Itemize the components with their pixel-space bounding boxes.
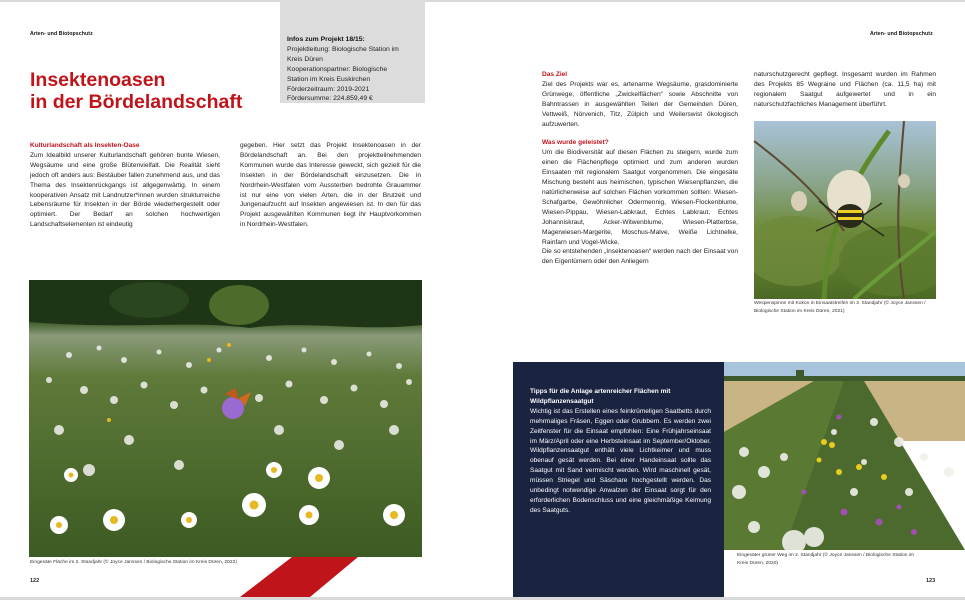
- title-line-2: in der Bördelandschaft: [30, 91, 243, 113]
- left-column-2: [240, 141, 421, 230]
- spider-photo-caption: Wespenspinne mit Kokon in Einsaatstreifen im 3. Standjahr (© Joyce Janssen / Biologische Station im Kreis Düren, 2021): [754, 301, 926, 315]
- page-number-left: 122: [30, 578, 40, 584]
- infobox-line: Projektleitung: Biologische Station im: [287, 45, 399, 53]
- tips-heading: Tipps für die Anlage artenreicher Flächen mit Wildpflanzensaatgut: [530, 388, 671, 405]
- page-gutter: [422, 0, 425, 103]
- left-column-1: [30, 141, 220, 230]
- section-heading: Was wurde geleistet?: [542, 139, 609, 147]
- body-text: gegeben. Hier setzt das Projekt Insektenoasen in der Bördelandschaft an. Bei den projektteilnehmenden Kommunen wurde das Interesse geweckt, sich gezielt für die Insekten in der Bördelandschaft einzusetzen. Die in Nordrhein-Westfalen vom Aussterben bedrohte Grauammer ist nur eine von vielen Arten, die in der Brutzeit und Jungenaufzucht auf Insekten angewiesen ist. In den für das Projekt ausgewählten Kommunen liegt ihr Hauptvorkommen in Nordrhein-Westfalen.: [240, 142, 421, 229]
- tips-box: [513, 362, 724, 597]
- title-line-1: Insektenoasen: [30, 69, 166, 91]
- body-text: Zum Idealbild unserer Kulturlandschaft gehören bunte Wiesen, Wegsäume und eine große Blütenvielfalt. Die Realität sieht jedoch oft anders aus: Bestäuber fallen zunehmend aus, und das Thema des Insektenrückgangs ist allgegenwärtig. In einem kooperativen Ansatz mit Landnutzer*innen wurden strukturreiche Lebensräume für Insekten in der Börde wiederhergestellt oder optimiert. Der Bedarf an solchen hochwertigen Landschaftselementen ist eindeutig: [30, 151, 220, 229]
- section-heading: Das Ziel: [542, 71, 568, 78]
- meadow-photo-caption: Eingesäte Fläche im 2. Standjahr (© Joyce Janssen / Biologische Station im Kreis Düren, 2022): [30, 560, 237, 565]
- section-tag-left: Arten- und Biotopschutz: [30, 31, 93, 37]
- infobox-line: Kreis Düren: [287, 55, 323, 63]
- infobox-heading: Infos zum Projekt 18/15:: [287, 36, 365, 43]
- body-text: Um die Biodiversität auf diesen Flächen zu steigern, wurde zum einen die Flächenpflege optimiert und zum anderen wurden Einsaaten mit regionalem Saatgut vorgenommen. Die eingesäte Mischung besteht aus heimischen, typischen Wiesenpflanzen, die natürlicherweise auf solchen Flächen vorkommen sollten: Wiesen-Schafgarbe, Gewöhnlicher Odermennig, Wiesen-Flockenblume, Wiesen-Pippau, Wiesen-Labkraut, Echtes Labkraut, Echtes Johanniskraut, Acker-Witwenblume, Wiesen-Platterbse, Magerwiesen-Margerite, Moschus-Malve, Weiße Lichtnelke, Rainfarn und Vogel-Wicke.: [542, 149, 738, 246]
- meadow-photo: [29, 280, 422, 557]
- infobox-line: Station im Kreis Euskirchen: [287, 75, 371, 83]
- meadow-photo-image: [29, 280, 422, 557]
- spider-photo: [754, 121, 936, 299]
- field-path-photo: [724, 362, 965, 550]
- section-tag-right: Arten- und Biotopschutz: [870, 31, 933, 37]
- spread-top-border: [0, 0, 965, 2]
- page-number-right: 123: [926, 578, 936, 584]
- spider-photo-image: [754, 121, 936, 299]
- field-path-photo-image: [724, 362, 965, 550]
- infobox-line: Fördersumme: 224.859,49 €: [287, 95, 373, 103]
- right-column-2: [754, 70, 936, 110]
- project-info-box: [280, 0, 422, 103]
- section-heading: Kulturlandschaft als Insekten-Oase: [30, 142, 140, 149]
- infobox-line: Kooperationspartner: Biologische: [287, 65, 388, 73]
- tips-text: Wichtig ist das Erstellen eines feinkrümeligen Saatbetts durch mehrmaliges Fräsen, Eggen oder Grubbern. Es werden zwei Zeitfenster für die Einsaat empfohlen: Eine Frühjahrseinsaat im März/April oder eine Herbsteinsaat im September/Oktober. Wildpflanzensaatgut enthält viele Lichtkeimer und muss obenauf gesät werden. Bei einer Handeinsaat sollte das Saatgut mit Sand vermischt werden. Wird maschinell gesät, müssen Striegel und Säschare hochgestellt werden. Das unbedingt notwendige Anwalzen der Einsaat sorgt für den erforderlichen Bodenschluss und eine gleichmäßige Keimung des Saatguts.: [530, 407, 711, 514]
- body-text: Ziel des Projekts war es, artenarme Wegsäume, grasdominierte Grünwege, öffentliche „Zwickelflächen“ sowie Abschnitte von Bahntrassen in ausgewählten Teilen der Gemeinden Düren, Vettweiß, Nörvenich, Titz, Zülpich und Weilerswist ökologisch aufzuwerten.: [542, 80, 738, 128]
- body-text: Die so entstehenden „Insektenoasen“ werden nach der Einsaat von den Eigentümern oder den Anliegern: [542, 248, 738, 266]
- page-title: [30, 69, 290, 113]
- right-column-1: [542, 70, 738, 267]
- infobox-line: Förderzeitraum: 2019-2021: [287, 85, 370, 93]
- body-text: naturschutzgerecht gepflegt. Insgesamt wurden im Rahmen des Projekts 85 Wegraine und Flächen (ca. 11,5 ha) mit regionalem Saatgut aufgewertet und in ein naturschutzfachliches Management überführt.: [754, 71, 936, 108]
- field-path-photo-caption: Eingesäter grüner Weg im 2. Standjahr (© Joyce Janssen / Biologische Station im Kreis Düren, 2020): [737, 553, 914, 567]
- red-accent-shape: [240, 557, 358, 597]
